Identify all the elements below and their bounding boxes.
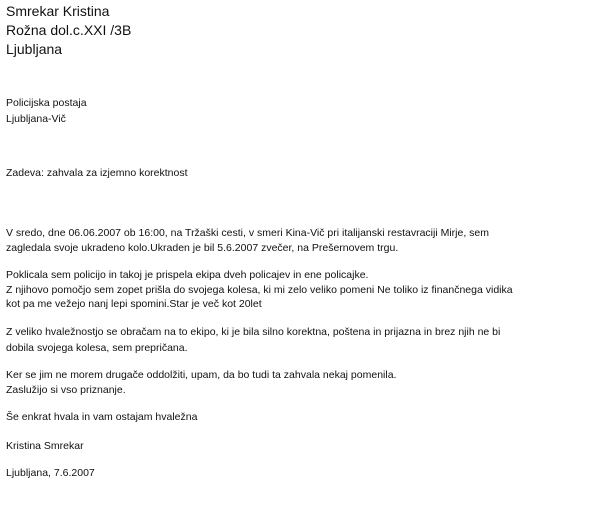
sender-city: Ljubljana	[6, 41, 63, 57]
place-and-date: Ljubljana, 7.6.2007	[6, 467, 95, 479]
paragraph-3-line-2: dobila svojega kolesa, sem prepričana.	[6, 342, 188, 354]
paragraph-1-line-1: V sredo, dne 06.06.2007 ob 16:00, na Tržaški cesti, v smeri Kina-Vič pri italijanski restavraciji Mirje, sem	[6, 227, 490, 239]
paragraph-4-line-2: Zaslužijo si vso priznanje.	[6, 384, 126, 396]
paragraph-2-line-2: Z njihovo pomočjo sem zopet prišla do svojega kolesa, ki mi zelo veliko pomeni Ne toliko iz finančnega vidika	[6, 284, 513, 296]
recipient-line-2: Ljubljana-Vič	[6, 113, 66, 125]
recipient-line-1: Policijska postaja	[6, 97, 87, 109]
paragraph-3-line-1: Z veliko hvaležnostjo se obračam na to ekipo, ki je bila silno korektna, poštena in prijazna in brez njih ne bi	[6, 326, 501, 338]
paragraph-2-line-3: kot pa me vežejo nanj lepi spomini.Star je več kot 20let	[6, 298, 262, 310]
sender-street: Rožna dol.c.XXI /3B	[6, 22, 132, 38]
signature-name: Kristina Smrekar	[6, 440, 84, 452]
paragraph-4-line-1: Ker se jim ne morem drugače oddolžiti, upam, da bo tudi ta zahvala nekaj pomenila.	[6, 369, 397, 381]
paragraph-2-line-1: Poklicala sem policijo in takoj je prispela ekipa dveh policajev in ene policajke.	[6, 269, 369, 281]
subject-line: Zadeva: zahvala za izjemno korektnost	[6, 167, 188, 179]
paragraph-5-line-1: Še enkrat hvala in vam ostajam hvaležna	[6, 411, 198, 423]
sender-name: Smrekar Kristina	[6, 3, 110, 19]
paragraph-1-line-2: zagledala svoje ukradeno kolo.Ukraden je bil 5.6.2007 zvečer, na Prešernovem trgu.	[6, 242, 399, 254]
